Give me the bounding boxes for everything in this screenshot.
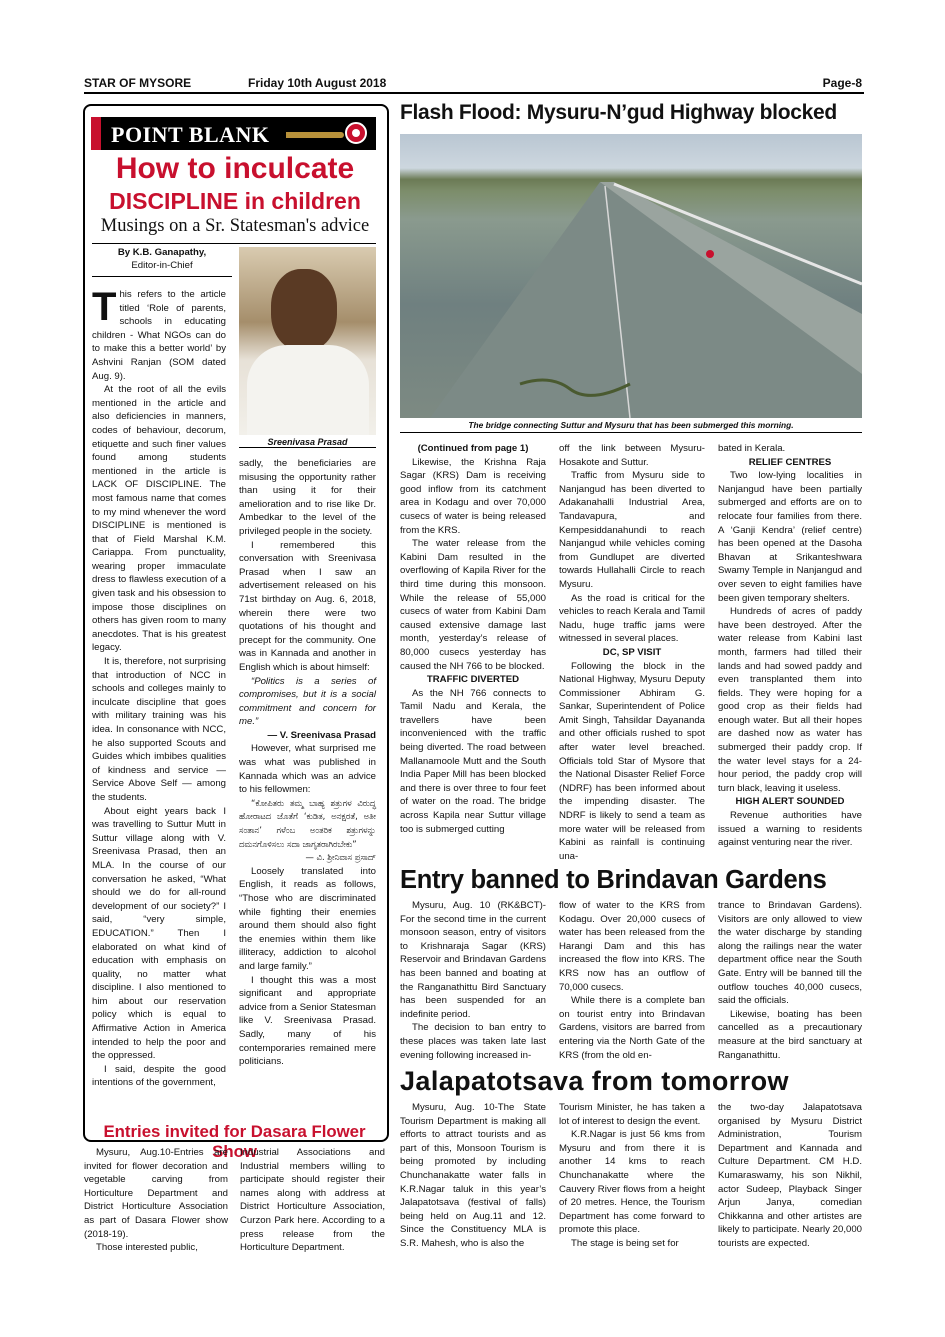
paragraph: Two low-lying localities in Nanjangud have been partially submerged and efforts are on to relocate four families from there. A ‘Ganji Kendra’ (relief centre) has been opened at the Dasoha Bhavan at Srikanteshwara Swamy Temple in Nanjangud and over seven to eight families have been given temporary shelters.	[718, 470, 862, 604]
paragraph: the two-day Jalapatotsava organised by Mysuru District Administration, Tourism Department and Kannada and Culture Department. CM H.D. Kumaraswamy, his son Nikhil, actor Sudeep, Playback Singer Arjun Janya, comedian Chikkanna and other artistes are likely to participate. Nearly 20,000 tourists are expected.	[718, 1102, 862, 1249]
paragraph: Likewise, boating has been cancelled as a precautionary measure at the bird sanctuary at Ranganathittu.	[718, 1008, 862, 1061]
page-number: Page-8	[822, 76, 862, 90]
target-icon	[345, 122, 367, 144]
divider	[92, 276, 232, 277]
jalapatotsava-col1	[400, 1101, 546, 1251]
issue-date: Friday 10th August 2018	[248, 76, 387, 90]
flood-photo	[400, 134, 862, 418]
paragraph: off the link between Mysuru-Hosakote and Suttur.	[559, 443, 705, 468]
paragraph: I thought this was a most significant and appropriate advice from a Senior Statesman like V. Sreenivasa Prasad. Sadly, many of his contemporaries remained mere politicians.	[239, 974, 376, 1068]
portrait-head	[271, 269, 337, 351]
flood-col1	[400, 442, 546, 836]
paragraph: bated in Kerala.	[718, 443, 786, 454]
paragraph: Revenue authorities have issued a warning to residents against venturing near the river.	[718, 810, 862, 849]
jalapatotsava-headline: Jalapatotsava from tomorrow	[400, 1066, 789, 1096]
flood-scene	[400, 134, 862, 418]
paragraph	[92, 285, 226, 383]
paragraph: Following the block in the National Highway, Mysuru Deputy Commissioner Abhiram G. Sankar, Superintendent of Police Amit Singh, Tahsildar Dayananda and other officials rushed to spot after water level breached. Officials told Star of Mysore that the National Disaster Relief Force (NDRF) has been informed about the impending disaster. The NDRF is likely to send a team as more water will be released from Kabini as rainfall is continuing una-	[559, 660, 705, 862]
brindavan-col2	[559, 899, 705, 1062]
paragraph: Tourism Minister, he has taken a lot of interest to design the event.	[559, 1102, 705, 1127]
divider	[92, 243, 376, 244]
paragraph: sadly, the beneficiaries are misusing the opportunity rather than using it for their amelioration and to rise like Dr. Ambedkar to the level of the privileged people in the society.	[239, 458, 376, 537]
byline-name: By K.B. Ganapathy,	[117, 247, 207, 258]
portrait-body	[247, 345, 369, 435]
paragraph: As the road is critical for the vehicles to reach Kerala and Tamil Nadu, huge traffic jams were witnessed in several places.	[559, 592, 705, 645]
banner-accent	[91, 117, 101, 150]
paragraph: At the root of all the evils mentioned in the article and also deficiencies in manners, codes of behaviour, decorum, etiquette and such finer values found among students mentioned in the article is LACK OF DISCIPLINE. The most famous name that comes to my mind whenever the word DISCIPLINE is mentioned is that of Field Marshal K.M. Cariappa. From punctuality, wearing proper immaculate dress to flawless execution of a given task and his obsession to impose those disciplines on others has given room to many anecdotes. That is his greatest legacy.	[92, 384, 226, 654]
jalapatotsava-col2	[559, 1101, 705, 1251]
kannada-quote: “ಕೋಪಿತರು ತಮ್ಮ ಬಾಹ್ಯ ಶತ್ರುಗಳ ವಿರುದ್ಧ ಹೋರಾಟದ ಜೊತೆಗೆ ‘ಕುಡಿತ, ಅನಕ್ಷರತೆ, ಅತೀ ಸಂತಾನ’ ಗಳೆಂಬ ಅಂತರಿಕ ಶತ್ರುಗಳನ್ನು ದಮನಗೊಳಿಸಲು ಸದಾ ಜಾಗೃತರಾಗಿರಬೇಕು”	[239, 797, 376, 849]
flower-show-headline: Entries invited for Dasara Flower Show	[103, 1122, 366, 1161]
flood-caption: The bridge connecting Suttur and Mysuru that has been submerged this morning.	[400, 420, 862, 433]
page-header	[84, 76, 864, 94]
subhead: DC, SP VISIT	[602, 646, 662, 658]
jalapatotsava-col3	[718, 1101, 862, 1251]
point-blank-col2	[239, 457, 376, 1069]
paragraph: The decision to ban entry to these places was taken late last evening following increased in-	[400, 1022, 546, 1061]
paragraph: Industrial Associations and Industrial members willing to participate should register their names along with address at District Horticulture Association, Curzon Park here. According to a press release from the Horticulture Department.	[240, 1147, 385, 1254]
brindavan-col3	[718, 899, 862, 1062]
paragraph: The stage is being set for	[571, 1237, 679, 1249]
paragraph: K.R.Nagar is just 56 kms from Mysuru and from there it is another 14 kms to reach Chunchanakatte where the Cauvery River flows from a height of 20 metres. Hence, the Tourism Department has come forward to promote this place.	[559, 1129, 705, 1236]
quote: “Politics is a series of compromises, but it is a social commitment and concern for me.”	[239, 675, 376, 728]
bullet-icon	[286, 132, 344, 138]
headline-line2: DISCIPLINE in children	[109, 188, 361, 214]
paragraph: While there is a complete ban on tourist entry into Brindavan Gardens, visitors are barred from entering via the North Gate of the KRS (from the old en-	[559, 995, 705, 1061]
paragraph: About eight years back I was travelling to Suttur Mutt in Suttur village along with V. Sreenivasa Prasad, then an MLA. In the course of our conversation he asked, “What should we do for all-round development of our society?” I said, “very simple, EDUCATION.” Then I elaborated on what kind of education with emphasis on quality, no matter what discipline. I also mentioned to him about our reservation policy which is equal to Affirmative Action in America intended to help the poor and the oppressed.	[92, 805, 226, 1062]
banner-title: POINT BLANK	[111, 122, 270, 147]
point-blank-banner	[91, 117, 376, 150]
paragraph: Mysuru, Aug. 10 (RK&BCT)- For the second time in the current monsoon season, entry of visitors to Krishnaraja Sagar (KRS) Reservoir and Brindavan Gardens has been banned and boating at the Ranganathittu Bird Sanctuary has been suspended for an indefinite period.	[400, 900, 546, 1020]
flood-headline: Flash Flood: Mysuru-N’gud Highway blocked	[400, 101, 837, 124]
flood-col2	[559, 442, 705, 863]
paragraph: Hundreds of acres of paddy have been destroyed. After the water release from Kabini last month, farmers had tilled their lands and had sowed paddy and even transplanted them into fields. They were hoping for a good crop as their fields had enough water. But all their hopes are dashed now as water has submerged their paddy crop. If the water level stays for a 24-hour period, the paddy crop will turn black, leaving it useless.	[718, 606, 862, 794]
paragraph: The water release from the Kabini Dam resulted in the overflowing of Kapila River for the third time during this monsoon. While the release of 55,000 cusecs of water from Kabini Dam caused extensive damage last month, yesterday’s release of 80,000 cusecs yesterday has caused the NH 766 to be blocked.	[400, 538, 546, 672]
subhead: TRAFFIC DIVERTED	[426, 674, 520, 686]
paragraph: Traffic from Mysuru side to Nanjangud has been diverted to Adakanahalli Industrial Area, Tandavapura, and Kempesiddanahundi to reach Nanjangud while vehicles coming from Gundlupet are diverted towards Hullahalli Circle to reach Mysuru.	[559, 470, 705, 590]
paragraph: Those interested public,	[96, 1242, 198, 1254]
paragraph: However, what surprised me was what was published in Kannada which was an advice to his fellowmen:	[239, 743, 376, 796]
byline-role: Editor-in-Chief	[131, 260, 193, 271]
flower-col2	[240, 1146, 385, 1255]
paragraph: Likewise, the Krishna Raja Sagar (KRS) Dam is receiving good inflow from its catchment area in Kodagu and over 70,000 cusecs of water is being released from the KRS.	[400, 456, 546, 536]
portrait-photo	[239, 247, 376, 435]
quote-attribution: — V. Sreenivasa Prasad	[267, 729, 376, 741]
paragraph: Mysuru, Aug.10-Entries are invited for flower decoration and vegetable carving from Horticulture Department and District Horticulture Association as part of Dasara Flower show (2018-19).	[84, 1147, 228, 1240]
paragraph: trance to Brindavan Gardens). Visitors are only allowed to view the water discharge by standing along the railings near the water department office near the South Gate. Entry will be banned till the outflow touches 40,000 cusecs, said the officials.	[718, 900, 862, 1007]
paragraph: flow of water to the KRS from Kodagu. Over 20,000 cusecs of water has been released from the Harangi Dam and this has increased the flow into KRS. The KRS now has an outflow of 70,000 cusecs.	[559, 900, 705, 993]
photo-caption: Sreenivasa Prasad	[239, 437, 376, 448]
paragraph: I remembered this conversation with Sreenivasa Prasad when I saw an advertisement released on his 71st birthday on Aug. 6, 2018, wherein there were two quotations of his thought and precept for the community. One was in Kannada and another in English which is about himself:	[239, 539, 376, 673]
brindavan-headline: Entry banned to Brindavan Gardens	[400, 866, 827, 894]
brindavan-col1	[400, 899, 546, 1062]
paragraph: I said, despite the good intentions of the government,	[92, 1063, 226, 1089]
paper-name: STAR OF MYSORE	[84, 76, 192, 90]
flower-col1	[84, 1146, 228, 1255]
kannada-attribution: — ವಿ. ಶ್ರೀನಿವಾಸ ಪ್ರಸಾದ್	[305, 852, 376, 863]
paragraph-text: his refers to the article titled ‘Role of parents, schools in educating children - What NGOs can do to make this a better world’ by Ashvini Ranjan (SOM dated Aug. 9).	[92, 289, 226, 382]
subhead: RELIEF CENTRES	[748, 456, 832, 468]
byline	[92, 246, 232, 272]
continued-note: (Continued from page 1)	[417, 443, 529, 454]
paragraph: Loosely translated into English, it reads as follows, “Those who are discriminated while fighting their enemies around them should also fight the enemies within them like illiteracy, addiction to alcohol and large family.”	[239, 865, 376, 972]
paragraph: As the NH 766 connects to Tamil Nadu and Kerala, the travellers have been inconvenienced with the traffic being diverted. The road between Mallanamoole Mutt and the South India Paper Mill has been blocked and there is over three to four feet of water on the road. The bridge across Kapila near Suttur village too is submerged cutting	[400, 687, 546, 835]
paragraph: It is, therefore, not surprising that introduction of NCC in schools and colleges mainly to inculcate discipline that goes with military training was his idea. In consonance with NCC, he also supported Scouts and Guides which imbibes qualities of kindness and service — Service Above Self — among the students.	[92, 656, 226, 803]
debris-marker	[706, 250, 714, 258]
drop-cap: T	[92, 285, 117, 329]
headline-line1: How to inculcate	[115, 152, 355, 185]
flood-col3	[718, 442, 862, 850]
subhead: HIGH ALERT SOUNDED	[735, 796, 845, 808]
point-blank-col1	[92, 285, 226, 1090]
paragraph: Mysuru, Aug. 10-The State Tourism Department is making all efforts to attract tourists and as part of this, Monsoon Tourism is being promoted by including Chunchanakatte water falls in K.R.Nagar taluk in this year’s Jalapatotsava (festival of falls) being held on Aug.11 and 12. Since the Constituency MLA is S.R. Mahesh, who is also the	[400, 1102, 546, 1249]
headline-subtitle: Musings on a Sr. Statesman's advice	[100, 216, 370, 236]
